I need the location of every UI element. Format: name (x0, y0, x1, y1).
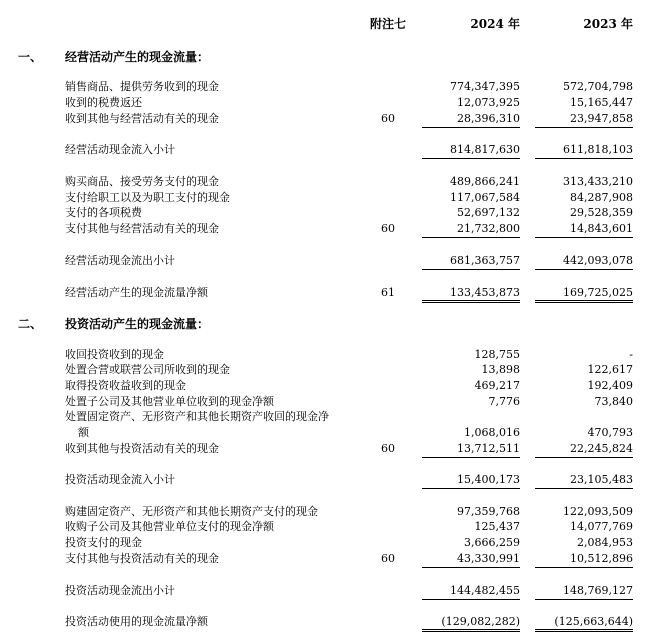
table-row (0, 190, 650, 205)
section-heading-investing (0, 317, 650, 332)
row-value-2023: 73,840 (594, 395, 633, 408)
table-row (0, 535, 650, 550)
table-row (0, 347, 650, 362)
row-value-2024: 489,866,241 (450, 175, 520, 188)
table-row (0, 441, 650, 456)
underline (535, 158, 633, 159)
row-value-2023: 23,947,858 (570, 112, 633, 125)
row-label: 支付其他与投资活动有关的现金 (65, 552, 219, 565)
row-label: 投资支付的现金 (65, 536, 142, 549)
row-value-2023: 29,528,359 (570, 206, 633, 219)
row-label: 投资活动现金流入小计 (65, 473, 175, 486)
table-row (0, 551, 650, 566)
table-row (0, 409, 650, 424)
underline (535, 457, 633, 458)
table-row (0, 111, 650, 126)
row-value-2023: 442,093,078 (563, 254, 633, 267)
underline (535, 599, 633, 600)
row-label: 投资活动使用的现金流量净额 (65, 615, 208, 628)
row-value-2023: 611,818,103 (563, 143, 633, 156)
table-row (0, 95, 650, 110)
underline (535, 567, 633, 568)
double-underline (422, 300, 520, 303)
row-value-2024: 774,347,395 (450, 80, 520, 93)
row-note: 60 (381, 552, 395, 565)
row-value-2023: 572,704,798 (563, 80, 633, 93)
row-value-2024: 12,073,925 (457, 96, 520, 109)
row-label: 经营活动产生的现金流量净额 (65, 286, 208, 299)
row-label: 收到其他与投资活动有关的现金 (65, 442, 219, 455)
double-underline (535, 300, 633, 303)
column-header-2024: 2024 年 (470, 17, 520, 31)
row-label: 销售商品、提供劳务收到的现金 (65, 80, 219, 93)
table-row (0, 362, 650, 377)
underline (422, 158, 520, 159)
underline (422, 599, 520, 600)
table-row (0, 221, 650, 236)
row-value-2023: 2,084,953 (577, 536, 633, 549)
row-value-2023: 313,433,210 (563, 175, 633, 188)
section-heading-operating (0, 50, 650, 65)
table-row (0, 378, 650, 393)
row-value-2023: 122,093,509 (563, 505, 633, 518)
row-value-2023: - (629, 348, 633, 361)
column-header-2023: 2023 年 (583, 17, 633, 31)
row-label: 支付的各项税费 (65, 206, 142, 219)
section-number: 一、 (18, 50, 43, 64)
subtotal-row (0, 472, 650, 487)
underline (422, 237, 520, 238)
row-label: 购买商品、接受劳务支付的现金 (65, 175, 219, 188)
row-label: 取得投资收益收到的现金 (65, 379, 186, 392)
underline (535, 237, 633, 238)
row-value-2023: 470,793 (587, 426, 633, 439)
table-row (0, 519, 650, 534)
table-row (0, 205, 650, 220)
row-value-2023: 192,409 (587, 379, 633, 392)
row-value-2023: 14,077,769 (570, 520, 633, 533)
row-value-2024: (129,082,282) (441, 615, 520, 628)
row-label-line2: 额 (78, 426, 89, 439)
row-value-2024: 7,776 (488, 395, 520, 408)
row-value-2023: 15,165,447 (570, 96, 633, 109)
row-label: 经营活动现金流入小计 (65, 143, 175, 156)
row-value-2023: 23,105,483 (570, 473, 633, 486)
row-label: 购建固定资产、无形资产和其他长期资产支付的现金 (65, 505, 318, 518)
underline (422, 269, 520, 270)
row-value-2024: 469,217 (474, 379, 520, 392)
subtotal-row (0, 142, 650, 157)
row-label: 投资活动现金流出小计 (65, 584, 175, 597)
row-label: 收到的税费返还 (65, 96, 142, 109)
underline (422, 457, 520, 458)
row-value-2023: 22,245,824 (570, 442, 633, 455)
double-underline (535, 629, 633, 632)
row-value-2024: 125,437 (474, 520, 520, 533)
underline (422, 488, 520, 489)
row-label-line1: 处置固定资产、无形资产和其他长期资产收回的现金净 (65, 410, 329, 423)
row-label: 收回投资收到的现金 (65, 348, 164, 361)
row-value-2023: 14,843,601 (570, 222, 633, 235)
row-value-2024: 15,400,173 (457, 473, 520, 486)
section-title: 投资活动产生的现金流量： (65, 317, 210, 331)
underline (535, 269, 633, 270)
net-row (0, 614, 650, 629)
row-value-2023: 84,287,908 (570, 191, 633, 204)
table-row (0, 504, 650, 519)
row-label: 收到其他与经营活动有关的现金 (65, 112, 219, 125)
row-value-2023: 169,725,025 (563, 286, 633, 299)
underline (535, 127, 633, 128)
row-value-2024: 43,330,991 (457, 552, 520, 565)
subtotal-row (0, 253, 650, 268)
row-value-2024: 128,755 (474, 348, 520, 361)
row-value-2024: 13,898 (481, 363, 520, 376)
row-label: 处置合营或联营公司所收到的现金 (65, 363, 230, 376)
row-label: 经营活动现金流出小计 (65, 254, 175, 267)
row-value-2024: 28,396,310 (457, 112, 520, 125)
net-row (0, 285, 650, 300)
row-value-2024: 3,666,259 (464, 536, 520, 549)
row-value-2024: 681,363,757 (450, 254, 520, 267)
underline (422, 567, 520, 568)
double-underline (422, 629, 520, 632)
row-value-2023: 122,617 (587, 363, 633, 376)
row-label: 支付其他与经营活动有关的现金 (65, 222, 219, 235)
row-note: 60 (381, 112, 395, 125)
row-label: 收购子公司及其他营业单位支付的现金净额 (65, 520, 274, 533)
table-row (0, 425, 650, 440)
row-value-2024: 117,067,584 (450, 191, 520, 204)
section-number: 二、 (18, 317, 43, 331)
row-value-2024: 13,712,511 (457, 442, 520, 455)
row-value-2024: 97,359,768 (457, 505, 520, 518)
column-header-note: 附注七 (369, 17, 406, 31)
underline (422, 127, 520, 128)
row-note: 60 (381, 222, 395, 235)
table-row (0, 174, 650, 189)
table-row (0, 394, 650, 409)
row-value-2024: 52,697,132 (457, 206, 520, 219)
row-value-2023: 148,769,127 (563, 584, 633, 597)
row-value-2023: (125,663,644) (554, 615, 633, 628)
row-label: 支付给职工以及为职工支付的现金 (65, 191, 230, 204)
row-note: 60 (381, 442, 395, 455)
subtotal-row (0, 583, 650, 598)
row-note: 61 (381, 286, 395, 299)
row-value-2024: 21,732,800 (457, 222, 520, 235)
row-value-2024: 144,482,455 (450, 584, 520, 597)
row-value-2023: 10,512,896 (570, 552, 633, 565)
underline (535, 488, 633, 489)
row-value-2024: 814,817,630 (450, 143, 520, 156)
section-title: 经营活动产生的现金流量： (65, 50, 210, 64)
row-value-2024: 133,453,873 (450, 286, 520, 299)
row-value-2024: 1,068,016 (464, 426, 520, 439)
table-row (0, 79, 650, 94)
row-label: 处置子公司及其他营业单位收到的现金净额 (65, 395, 274, 408)
